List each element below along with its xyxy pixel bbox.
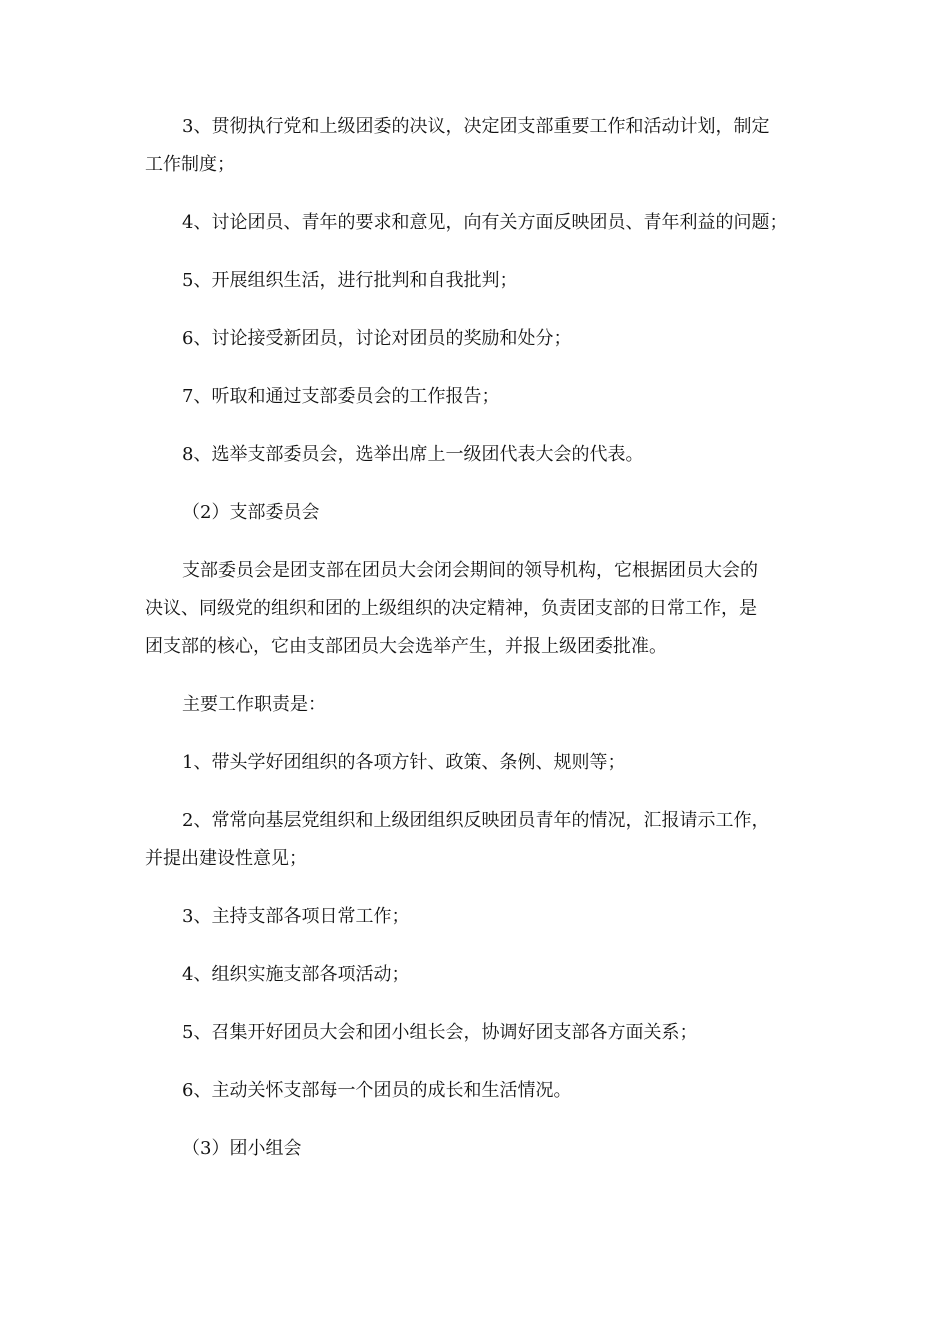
document-body bbox=[145, 108, 810, 1168]
paragraph-item-6-duties bbox=[145, 320, 810, 358]
paragraph-committee-item-2 bbox=[145, 802, 810, 878]
text-line: 决议、同级党的组织和团的上级组织的决定精神，负责团支部的日常工作，是 bbox=[145, 598, 757, 619]
text-line: 工作制度； bbox=[145, 154, 235, 175]
text-line: 2、常常向基层党组织和上级团组织反映团员青年的情况，汇报请示工作， bbox=[182, 810, 770, 831]
paragraph-item-4-duties bbox=[145, 204, 810, 242]
text-line: 6、讨论接受新团员，讨论对团员的奖励和处分； bbox=[182, 328, 572, 349]
text-line: 5、召集开好团员大会和团小组长会，协调好团支部各方面关系； bbox=[182, 1022, 698, 1043]
paragraph-item-7-duties bbox=[145, 378, 810, 416]
text-line: 8、选举支部委员会，选举出席上一级团代表大会的代表。 bbox=[182, 444, 644, 465]
text-line: 4、讨论团员、青年的要求和意见，向有关方面反映团员、青年利益的问题； bbox=[182, 212, 788, 233]
paragraph-committee-item-6 bbox=[145, 1072, 810, 1110]
paragraph-committee-item-4 bbox=[145, 956, 810, 994]
section-heading-group-meeting bbox=[145, 1130, 810, 1168]
text-line: 3、贯彻执行党和上级团委的决议，决定团支部重要工作和活动计划，制定 bbox=[182, 116, 770, 137]
paragraph-item-3-duties bbox=[145, 108, 810, 184]
text-line: 主要工作职责是： bbox=[182, 694, 326, 715]
text-line: 并提出建设性意见； bbox=[145, 848, 307, 869]
text-line: 6、主动关怀支部每一个团员的成长和生活情况。 bbox=[182, 1080, 572, 1101]
text-line: （3）团小组会 bbox=[182, 1138, 302, 1159]
paragraph-item-5-duties bbox=[145, 262, 810, 300]
text-line: 7、听取和通过支部委员会的工作报告； bbox=[182, 386, 500, 407]
text-line: 4、组织实施支部各项活动； bbox=[182, 964, 410, 985]
text-line: 支部委员会是团支部在团员大会闭会期间的领导机构，它根据团员大会的 bbox=[182, 560, 758, 581]
paragraph-branch-committee-description bbox=[145, 552, 810, 666]
text-line: 3、主持支部各项日常工作； bbox=[182, 906, 410, 927]
text-line: （2）支部委员会 bbox=[182, 502, 320, 523]
paragraph-main-duties-intro bbox=[145, 686, 810, 724]
section-heading-branch-committee bbox=[145, 494, 810, 532]
text-line: 团支部的核心，它由支部团员大会选举产生，并报上级团委批准。 bbox=[145, 636, 667, 657]
paragraph-item-8-duties bbox=[145, 436, 810, 474]
text-line: 1、带头学好团组织的各项方针、政策、条例、规则等； bbox=[182, 752, 626, 773]
text-line: 5、开展组织生活，进行批判和自我批判； bbox=[182, 270, 518, 291]
paragraph-committee-item-5 bbox=[145, 1014, 810, 1052]
paragraph-committee-item-3 bbox=[145, 898, 810, 936]
paragraph-committee-item-1 bbox=[145, 744, 810, 782]
